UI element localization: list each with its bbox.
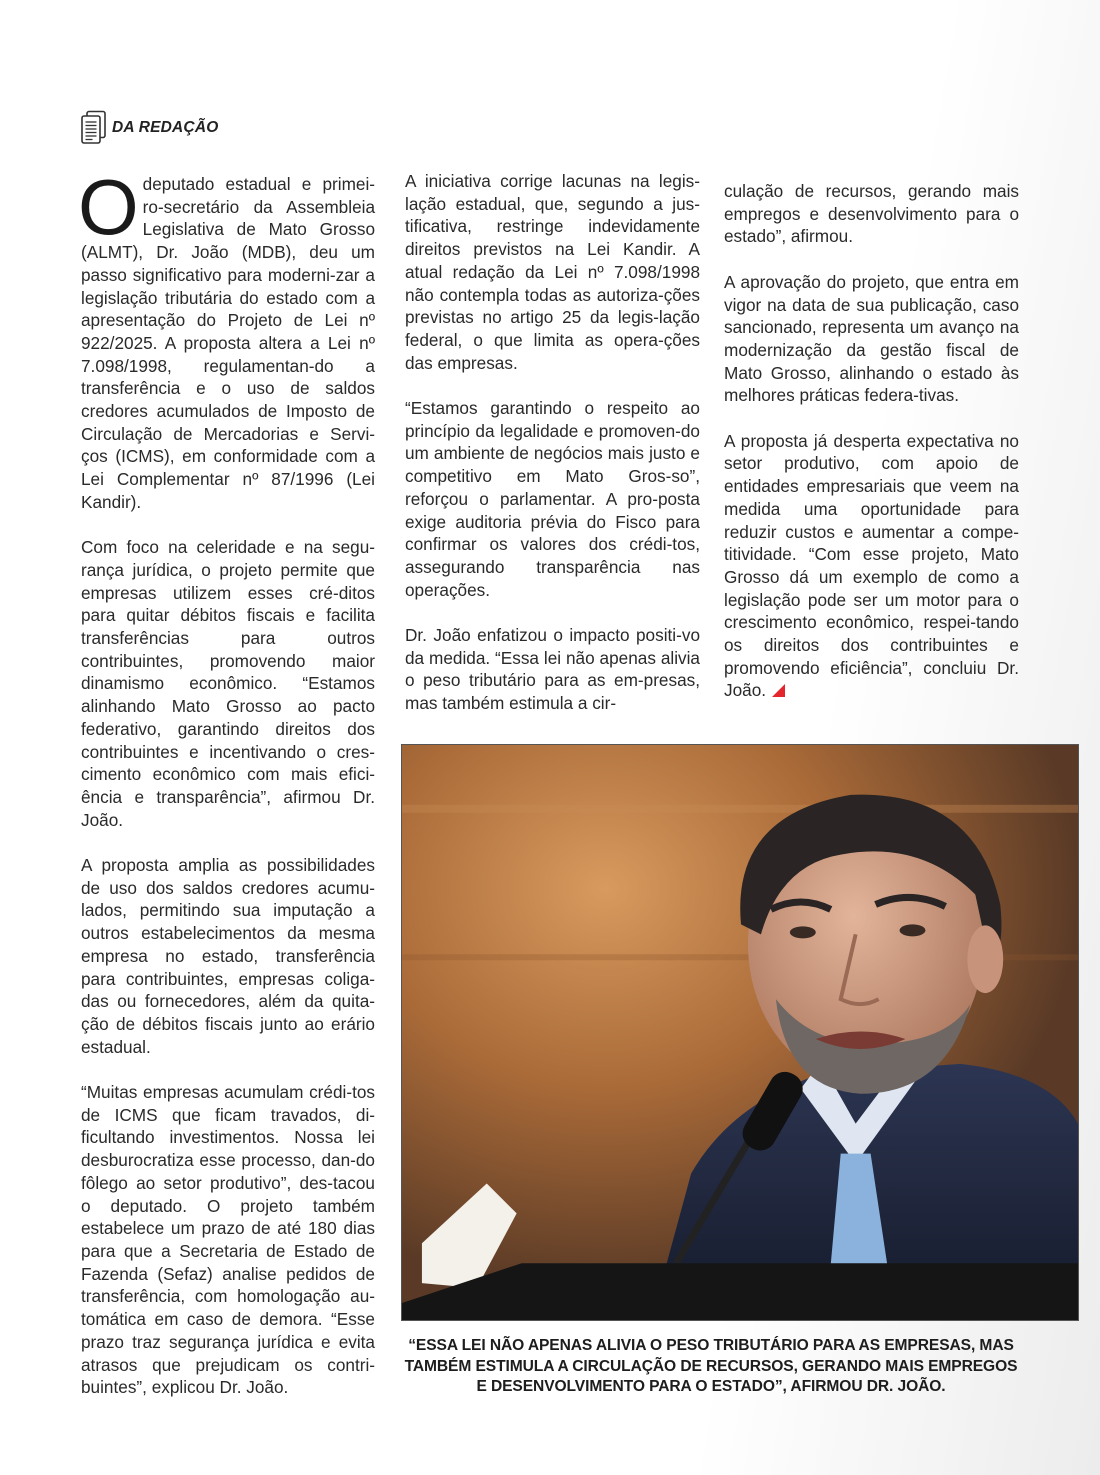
speaker-illustration — [402, 745, 1078, 1320]
photo-caption: “ESSA LEI NÃO APENAS ALIVIA O PESO TRIBUTÁRIO PARA AS EMPRESAS, MAS TAMBÉM ESTIMULA A CIRCULAÇÃO DE RECURSOS, GERANDO MAIS EMPREGOS E DESENVOLVIMENTO PARA O ESTADO”, AFIRMOU DR. JOÃO. — [404, 1337, 1018, 1395]
article-photo — [401, 744, 1079, 1321]
section-label: DA REDAÇÃO — [112, 119, 219, 136]
article-paragraph: A iniciativa corrige lacunas na legis-lação estadual, que, segundo a jus-tificativa, restringe indevidamente direitos previstos na Lei Kandir. A atual redação da Lei nº 7.098/1998 não contempla todas as autoriza-ções previstas no artigo 25 da legis-lação federal, o que limita as opera-ções das empresas. — [405, 171, 700, 373]
article-paragraph: A aprovação do projeto, que entra em vigor na data de sua publicação, caso sancionado, representa um avanço na modernização da gestão fiscal de Mato Grosso, alinhando o estado às melhores práticas federa-tivas. — [724, 271, 1019, 406]
section-byline — [80, 110, 218, 146]
document-icon — [80, 110, 108, 146]
article-end-mark-icon — [772, 684, 785, 697]
article-paragraph: O deputado estadual e primei-ro-secretário da Assembleia Legislativa de Mato Grosso (ALMT), Dr. João (MDB), deu um passo significativo para moderni-zar a legislação tributária do estado com a apresentação do Projeto de Lei nº 922/2025. A proposta altera a Lei nº 7.098/1998, regulamentan-do a transferência e o uso de saldos credores acumulados de Imposto de Circulação de Mercadorias e Servi-ços (ICMS), em conformidade com a Lei Complementar nº 87/1996 (Lei Kandir). — [78, 163, 375, 512]
article-paragraph: “Estamos garantindo o respeito ao princípio da legalidade e promoven-do um ambiente de negócios mais justo e competitivo em Mato Gros-so”, reforçou o parlamentar. A pro-posta exige auditoria prévia do Fisco para confirmar os valores dos crédi-tos, assegurando transparência nas operações. — [405, 398, 700, 600]
article-column-1 — [78, 163, 375, 1399]
article-paragraph: A proposta amplia as possibilidades de uso dos saldos credores acumu-lados, permitindo sua imputação a outros estabelecimentos da mesma empresa no estado, transferência para contribuintes, empresas coliga-das ou fornecedores, além da quita-ção de débitos fiscais junto ao erário estadual. — [81, 855, 375, 1057]
drop-cap: O — [78, 163, 139, 251]
article-paragraph: Dr. João enfatizou o impacto positi-vo da medida. “Essa lei não apenas alivia o peso tributário para as em-presas, mas também estimula a cir- — [405, 625, 700, 714]
article-paragraph: “Muitas empresas acumulam crédi-tos de ICMS que ficam travados, di-ficultando investimentos. Nossa lei desburocratiza esse processo, dan-do fôlego ao setor produtivo”, des-tacou o deputado. O projeto também estabelece um prazo de até 180 dias para que a Secretaria de Estado de Fazenda (Sefaz) analise pedidos de transferência, com homologação au-tomática em caso de demora. “Esse prazo traz segurança jurídica e evita atrasos que prejudicam os contri-buintes”, explicou Dr. João. — [81, 1082, 375, 1398]
article-column-2 — [405, 170, 700, 715]
article-column-3 — [724, 180, 1019, 702]
article-paragraph: Com foco na celeridade e na segu-rança jurídica, o projeto permite que empresas utilizem esses cré-ditos para quitar débitos fiscais e facilita transferências para outros contribuintes, promovendo maior dinamismo econômico. “Estamos alinhando Mato Grosso ao pacto federativo, garantindo direitos dos contribuintes e incentivando o cres-cimento econômico com mais efici-ência e transparência”, afirmou Dr. João. — [81, 537, 375, 830]
article-paragraph: A proposta já desperta expectativa no setor produtivo, com apoio de entidades empresariais que veem na medida uma oportunidade para reduzir custos e aumentar a compe-titividade. “Com esse projeto, Mato Grosso dá um exemplo de como a legislação pode ser um motor para o crescimento econômico, respei-tando os direitos dos contribuintes e promovendo eficiência”, concluiu Dr. João. — [724, 430, 1019, 701]
article-paragraph: culação de recursos, gerando mais empregos e desenvolvimento para o estado”, afirmou. — [724, 181, 1019, 247]
